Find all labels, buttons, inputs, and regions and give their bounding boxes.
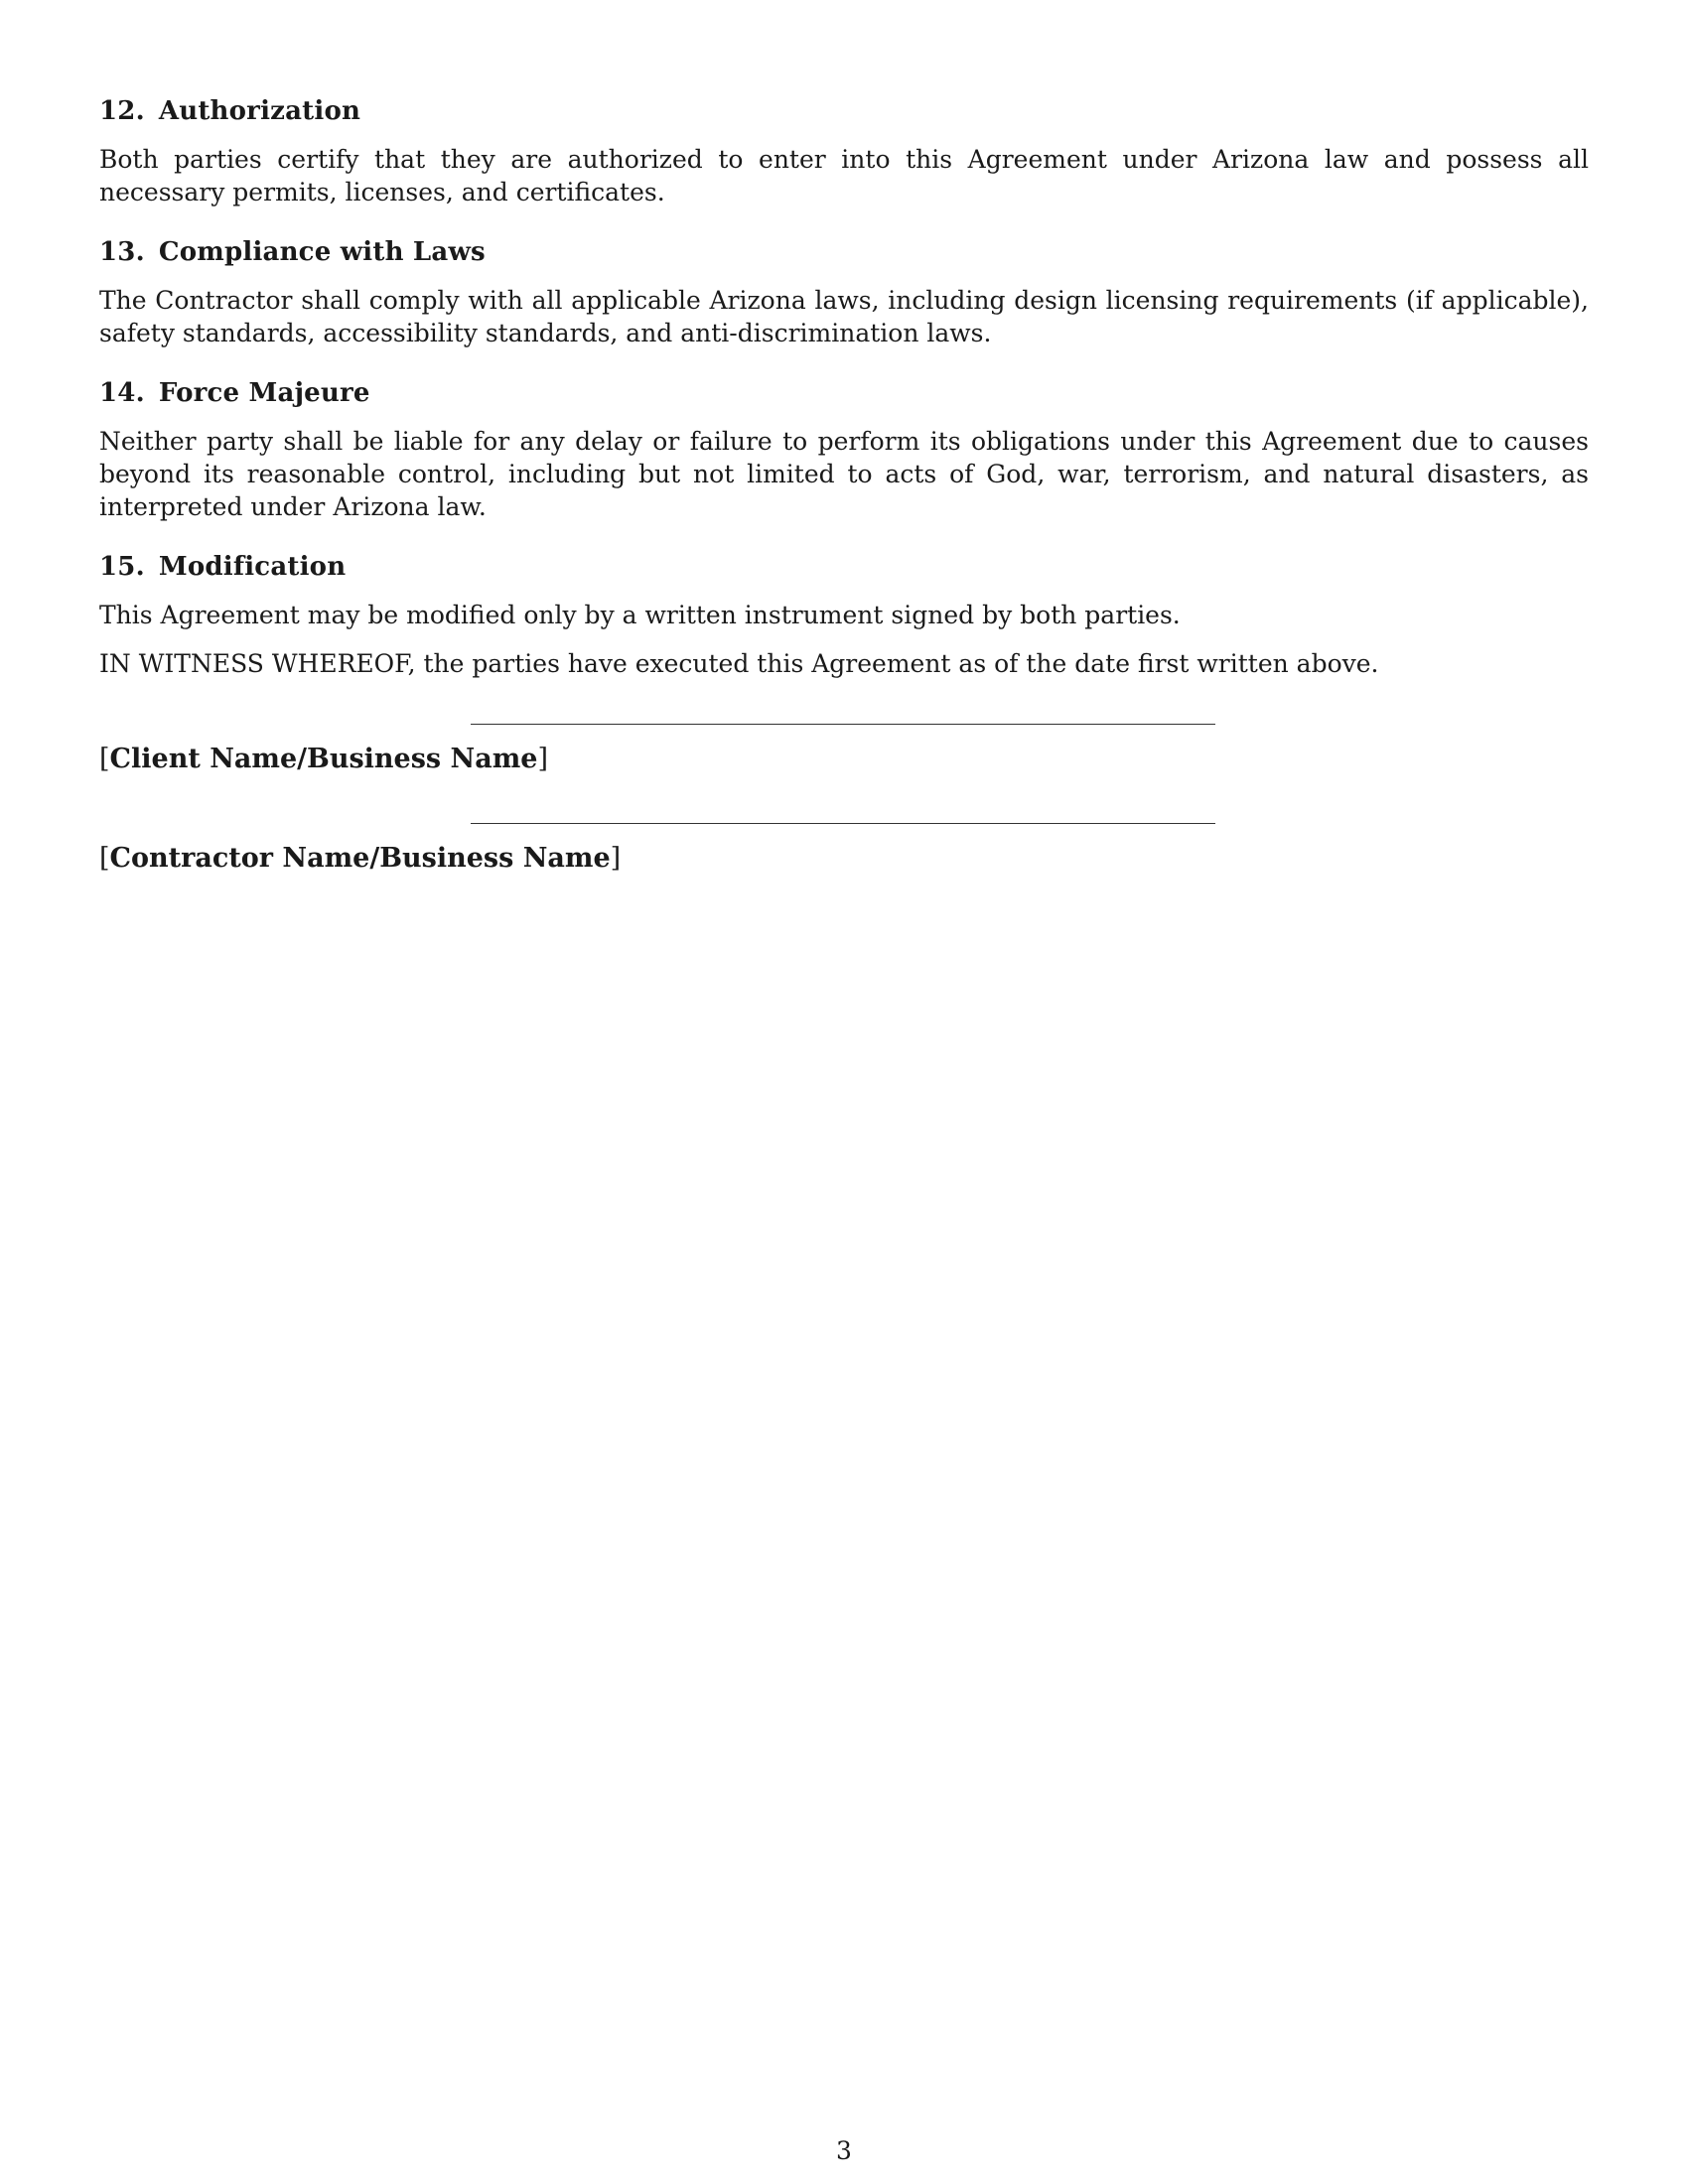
section-modification	[99, 551, 1589, 680]
bracket-close: ]	[610, 843, 622, 874]
section-authorization	[99, 95, 1589, 208]
signature-block-contractor	[99, 778, 1589, 877]
section-title: Modification	[158, 552, 347, 582]
witness-statement: IN WITNESS WHEREOF, the parties have executed this Agreement as of the date first written above.	[99, 649, 1379, 678]
section-body: This Agreement may be modified only by a written instrument signed by both parties.	[99, 601, 1181, 629]
section-compliance-with-laws	[99, 236, 1589, 349]
section-body: Both parties certify that they are authorized to enter into this Agreement under Arizona law and possess all necessary permits, licenses, and certificates.	[99, 145, 1589, 206]
document-page	[99, 95, 1589, 877]
signature-line-contractor[interactable]	[471, 823, 1215, 824]
section-number: 12.	[99, 96, 145, 126]
section-title: Authorization	[158, 96, 361, 126]
bracket-open: [	[99, 744, 110, 774]
client-name: Client Name/Business Name	[109, 744, 538, 774]
page-number: 3	[836, 2136, 852, 2165]
section-body: Neither party shall be liable for any delay or failure to perform its obligations under this Agreement due to causes beyond its reasonable control, including but not limited to acts of God, war, terrorism, and natural disasters, as interpreted under Arizona law.	[99, 427, 1589, 521]
section-force-majeure	[99, 377, 1589, 523]
section-number: 14.	[99, 378, 145, 408]
section-number: 15.	[99, 552, 145, 582]
signature-block-client	[99, 680, 1589, 778]
signature-line-client[interactable]	[471, 724, 1215, 725]
section-heading	[99, 95, 1589, 127]
contractor-name-label	[99, 842, 621, 876]
section-body: The Contractor shall comply with all applicable Arizona laws, including design licensing requirements (if applicable), safety standards, accessibility standards, and anti-discrimination laws.	[99, 286, 1589, 347]
section-title: Compliance with Laws	[158, 237, 486, 267]
section-title: Force Majeure	[158, 378, 370, 408]
bracket-close: ]	[537, 744, 548, 774]
section-heading	[99, 377, 1589, 409]
bracket-open: [	[99, 843, 110, 874]
section-heading	[99, 236, 1589, 268]
section-number: 13.	[99, 237, 145, 267]
client-name-label	[99, 743, 548, 776]
contractor-name: Contractor Name/Business Name	[109, 843, 611, 874]
section-heading	[99, 551, 1589, 583]
